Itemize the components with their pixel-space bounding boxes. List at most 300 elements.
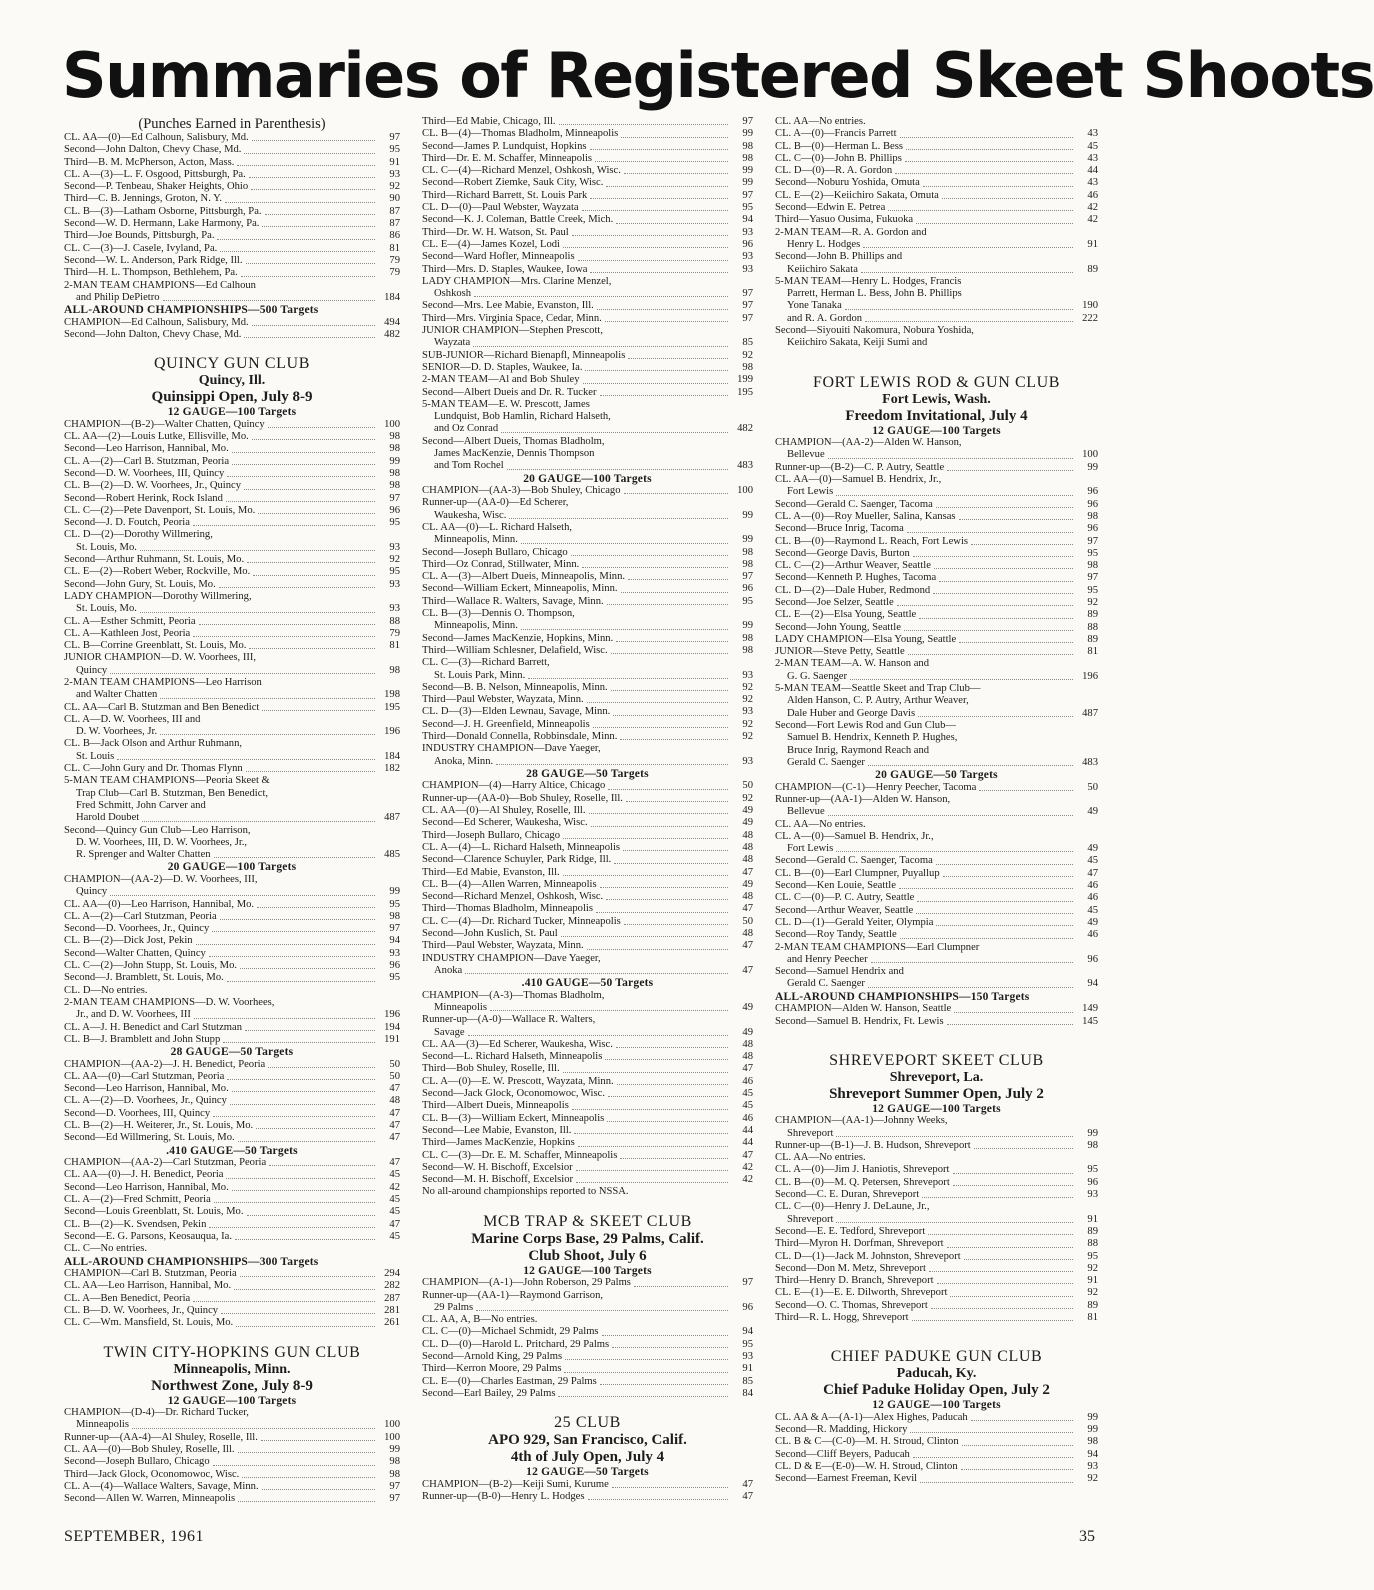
dot-leader (262, 226, 375, 227)
result-text: CL. AA & A—(A-1)—Alex Highes, Paducah (775, 1411, 968, 1423)
result-line: Alden Hanson, C. P. Autry, Arthur Weaver, (787, 695, 969, 707)
dot-leader (496, 764, 728, 765)
result-line: CL. C—(3)—Richard Barrett, (422, 657, 550, 669)
dot-leader (607, 604, 728, 605)
dot-leader (232, 1091, 375, 1092)
dot-leader (617, 1084, 728, 1085)
score: 48 (742, 829, 753, 841)
dot-leader (574, 1133, 728, 1134)
result-row (775, 264, 1098, 276)
score: 87 (389, 205, 400, 217)
result-text: Second—Gerald C. Saenger, Tacoma (775, 855, 933, 867)
dot-leader (919, 618, 1073, 619)
result-row (422, 1027, 753, 1039)
score: 99 (389, 455, 400, 467)
result-line: Keiichiro Sakata, Keiji Sumi and (787, 337, 928, 349)
dot-leader (611, 690, 728, 691)
result-text: Second—James MacKenzie, Hopkins, Minn. (422, 632, 614, 644)
result-text: Second—D. W. Voorhees, III, Quincy (64, 467, 225, 479)
dot-leader (895, 173, 1073, 174)
score: 49 (1087, 843, 1098, 855)
score: 45 (389, 1206, 400, 1218)
dot-leader (613, 715, 728, 716)
result-text: CL. AA—(0)—J. H. Benedict, Peoria (64, 1169, 224, 1181)
result-text: CL. C—(3)—J. Casele, Ivyland, Pa. (64, 242, 218, 254)
score: 47 (742, 903, 753, 915)
result-text: Third—Dr. E. M. Schaffer, Minneapolis (422, 152, 593, 164)
result-row (64, 243, 400, 255)
result-row (775, 214, 1098, 226)
result-row (422, 1150, 753, 1162)
result-line: Second—Quincy Gun Club—Leo Harrison, (64, 824, 251, 836)
score: 81 (1087, 1312, 1098, 1324)
dot-leader (238, 1501, 375, 1502)
result-text: Third—Ed Mabie, Chicago, Ill. (422, 116, 556, 127)
result-text: CL. E—(0)—Charles Eastman, 29 Palms (422, 1375, 597, 1387)
result-line: 2-MAN TEAM CHAMPIONS—Leo Harrison (64, 676, 262, 688)
result-row (775, 190, 1098, 202)
dot-leader (888, 210, 1073, 211)
result-row (422, 1376, 753, 1388)
result-text: Second—Arthur Ruhmann, St. Louis, Mo. (64, 554, 245, 566)
result-text: CHAMPION—(4)—Harry Altice, Chicago (422, 780, 606, 792)
result-row (64, 812, 400, 824)
result-text: CL. D—(0)—R. A. Gordon (775, 165, 893, 177)
issue-date: SEPTEMBER, 1961 (64, 1528, 204, 1545)
result-line: Second—Siyouiti Nakomura, Nobura Yoshida, (775, 325, 974, 337)
result-text: Runner-up—(B-0)—Henry L. Hodges (422, 1491, 585, 1502)
dot-leader (868, 765, 1073, 766)
score: 95 (389, 144, 400, 156)
result-text: CHAMPION—(AA-2)—Carl Stutzman, Peoria (64, 1157, 267, 1169)
dot-leader (232, 464, 375, 465)
result-row (422, 337, 753, 349)
dot-leader (247, 1215, 376, 1216)
dot-leader (953, 1185, 1073, 1186)
score: 44 (742, 1124, 753, 1136)
club-location: Shreveport, La. (889, 1069, 984, 1085)
result-row (422, 1302, 753, 1314)
result-text: Fort Lewis (787, 486, 834, 498)
dot-leader (608, 789, 728, 790)
result-line: CL. B—(3)—Dennis O. Thompson, (422, 608, 575, 620)
result-text: CL. D—(2)—Dale Huber, Redmond (775, 584, 931, 596)
result-row (775, 1412, 1098, 1424)
result-row (64, 566, 400, 578)
dot-leader (474, 296, 728, 297)
dot-leader (140, 612, 375, 613)
dot-leader (616, 641, 728, 642)
result-line: CHAMPION—(AA-2)—Alden W. Hanson, (775, 437, 962, 449)
result-text: CL. AA—(2)—Louis Lutke, Ellisville, Mo. (64, 431, 249, 443)
result-row (422, 214, 753, 226)
result-row (422, 940, 753, 952)
result-row (422, 571, 753, 583)
result-text: CL. B—(2)—H. Weiterer, Jr., St. Louis, Mo. (64, 1120, 254, 1132)
result-row (422, 694, 753, 706)
score: 91 (1087, 1275, 1098, 1287)
result-row (64, 480, 400, 492)
result-row (422, 141, 753, 153)
score: 48 (742, 928, 753, 939)
dot-leader (257, 907, 375, 908)
score: 49 (1087, 916, 1098, 928)
score: 92 (742, 718, 753, 730)
result-row (422, 891, 753, 903)
score: 85 (742, 337, 753, 349)
result-text: CL. AA—Leo Harrison, Hannibal, Mo. (64, 1280, 232, 1292)
result-text: Third—Henry D. Branch, Shreveport (775, 1275, 934, 1287)
result-row (64, 689, 400, 701)
result-row (64, 517, 400, 529)
score: 94 (742, 1326, 753, 1338)
dot-leader (563, 875, 728, 876)
score: 261 (384, 1317, 400, 1329)
result-text: Third—Jack Glock, Oconomowoc, Wisc. (64, 1468, 240, 1480)
result-text: CL. C—Wm. Mansfield, St. Louis, Mo. (64, 1317, 234, 1329)
score: 97 (389, 492, 400, 504)
result-text: CL. E—(2)—Keiichiro Sakata, Omuta (775, 189, 939, 201)
score: 81 (389, 640, 400, 652)
result-row (64, 1219, 400, 1231)
result-text: CHAMPION—Carl B. Stutzman, Peoria (64, 1268, 237, 1280)
result-row (775, 929, 1098, 941)
result-text: CL. AA—(0)—Ed Calhoun, Salisbury, Md. (64, 132, 249, 143)
score: 196 (384, 1009, 400, 1021)
dot-leader (916, 223, 1073, 224)
score: 97 (742, 300, 753, 312)
dot-leader (587, 949, 728, 950)
score: 97 (389, 923, 400, 935)
result-text: Second—James P. Lundquist, Hopkins (422, 140, 587, 152)
column-right (775, 116, 1098, 1486)
dot-leader (937, 1283, 1073, 1284)
result-row (422, 867, 753, 879)
result-row (775, 1300, 1098, 1312)
dot-leader (621, 137, 728, 138)
result-text: Dale Huber and George Davis (787, 707, 916, 719)
dot-leader (232, 1190, 375, 1191)
result-row (422, 879, 753, 891)
result-text: CL. C—(0)—P. C. Autry, Seattle (775, 892, 915, 904)
result-row (64, 169, 400, 181)
dot-leader (923, 186, 1073, 187)
result-line: Second—John B. Phillips and (775, 251, 903, 263)
dot-leader (473, 346, 728, 347)
dot-leader (509, 518, 728, 519)
result-line: Lundquist, Bob Hamlin, Richard Halseth, (434, 411, 611, 423)
result-row (422, 374, 753, 386)
score: 99 (1087, 1411, 1098, 1423)
result-text: CL. A—Ben Benedict, Peoria (64, 1292, 191, 1304)
dot-leader (563, 838, 728, 839)
score: 87 (389, 218, 400, 230)
score: 100 (384, 1431, 400, 1443)
result-row (775, 868, 1098, 880)
result-text: Runner-up—(B-1)—J. B. Hudson, Shreveport (775, 1139, 971, 1151)
dot-leader (943, 876, 1073, 877)
gauge-heading: 12 GAUGE—100 Targets (872, 1399, 1001, 1412)
result-line: CL. AA—(0)—Samuel B. Hendrix, Jr., (775, 474, 942, 486)
result-text: CL. B—(4)—Allen Warren, Minneapolis (422, 878, 597, 890)
score: 42 (1087, 202, 1098, 214)
result-text: Third—R. L. Hogg, Shreveport (775, 1312, 909, 1324)
result-text: CL. B—(0)—Earl Clumpner, Puyallup (775, 867, 940, 879)
score: 95 (389, 972, 400, 984)
dot-leader (850, 679, 1073, 680)
dot-leader (908, 654, 1073, 655)
result-row (64, 1305, 400, 1317)
result-row (64, 1493, 400, 1505)
score: 96 (742, 583, 753, 595)
dot-leader (928, 1234, 1073, 1235)
result-text: SENIOR—D. D. Staples, Waukee, Ia. (422, 361, 583, 373)
score: 294 (384, 1268, 400, 1280)
result-row (775, 449, 1098, 461)
result-row (64, 1083, 400, 1095)
score: 45 (742, 1100, 753, 1112)
dot-leader (836, 495, 1073, 496)
score: 89 (1087, 1299, 1098, 1311)
dot-leader (934, 568, 1073, 569)
score: 99 (1087, 1424, 1098, 1436)
result-text: Second—Bruce Inrig, Tacoma (775, 523, 904, 535)
score: 89 (1087, 1225, 1098, 1237)
result-row (775, 1436, 1098, 1448)
dot-leader (628, 358, 728, 359)
gauge-heading: .410 GAUGE—50 Targets (521, 977, 654, 990)
dot-leader (929, 1271, 1073, 1272)
result-text: St. Louis (76, 750, 115, 762)
gauge-heading: 12 GAUGE—50 Targets (526, 1466, 649, 1479)
score: 199 (737, 374, 753, 386)
result-row (64, 132, 400, 144)
dot-leader (936, 507, 1073, 508)
dot-leader (964, 1259, 1073, 1260)
result-text: Third—Joe Bounds, Pittsburgh, Pa. (64, 230, 215, 242)
score: 97 (742, 571, 753, 583)
result-text: Second—Noburu Yoshida, Omuta (775, 177, 920, 189)
result-text: CL. A—(3)—Albert Dueis, Minneapolis, Minn. (422, 571, 626, 583)
score: 92 (1087, 1473, 1098, 1485)
result-row (422, 620, 753, 632)
dot-leader (863, 247, 1073, 248)
dot-leader (252, 140, 375, 141)
result-row (64, 972, 400, 984)
score: 96 (1087, 523, 1098, 535)
score: 99 (742, 620, 753, 632)
score: 44 (1087, 165, 1098, 177)
result-row (64, 218, 400, 230)
result-line: Runner-up—(AA-1)—Alden W. Hanson, (775, 793, 951, 805)
dot-leader (920, 1482, 1073, 1483)
score: 88 (389, 615, 400, 627)
result-text: Third—Wallace R. Walters, Savage, Minn. (422, 595, 604, 607)
result-text: Shreveport (787, 1127, 834, 1139)
score: 95 (389, 566, 400, 578)
dot-leader (564, 1372, 728, 1373)
result-text: CL. D—(1)—Gerald Yeiter, Olympia (775, 916, 934, 928)
dot-leader (600, 1384, 728, 1385)
score: 45 (389, 1194, 400, 1206)
gauge-heading: 12 GAUGE—100 Targets (872, 1102, 1001, 1115)
dot-leader (194, 1018, 375, 1019)
result-text: Harold Doubet (76, 812, 140, 824)
result-row (422, 190, 753, 202)
dot-leader (212, 931, 375, 932)
score: 94 (389, 935, 400, 947)
result-line: CL. B—Jack Olson and Arthur Ruhmann, (64, 738, 243, 750)
result-text: CL. B—(0)—Raymond L. Reach, Fort Lewis (775, 535, 969, 547)
dot-leader (959, 519, 1073, 520)
score: 98 (389, 467, 400, 479)
score: 91 (1087, 238, 1098, 250)
result-row (64, 419, 400, 431)
result-line: CL. D—(2)—Dorothy Willmering, (64, 529, 213, 541)
score: 88 (1087, 1238, 1098, 1250)
score: 98 (742, 632, 753, 644)
dot-leader (587, 702, 728, 703)
dot-leader (221, 1313, 375, 1314)
score: 494 (384, 316, 400, 328)
result-row (422, 510, 753, 522)
dot-leader (979, 790, 1073, 791)
result-text: Third—Myron H. Dorfman, Shreveport (775, 1238, 944, 1250)
dot-leader (241, 276, 375, 277)
dot-leader (828, 458, 1073, 459)
score: 46 (742, 1112, 753, 1124)
result-row (775, 1003, 1098, 1015)
result-row (775, 622, 1098, 634)
result-text: Second—Arthur Weaver, Seattle (775, 904, 914, 916)
result-text: CL. D & E—(E-0)—W. H. Stroud, Clinton (775, 1461, 958, 1473)
score: 98 (1087, 560, 1098, 572)
dot-leader (913, 1457, 1073, 1458)
score: 49 (1087, 806, 1098, 818)
dot-leader (582, 567, 728, 568)
result-text: CL. B—D. W. Voorhees, Jr., Quincy (64, 1304, 219, 1316)
dot-leader (910, 1432, 1073, 1433)
dot-leader (214, 1202, 375, 1203)
result-row (422, 362, 753, 374)
result-row (775, 462, 1098, 474)
event-title: Northwest Zone, July 8-9 (151, 1377, 313, 1394)
score: 45 (742, 1088, 753, 1100)
result-row (64, 665, 400, 677)
result-row (64, 329, 400, 341)
result-row (422, 1039, 753, 1051)
score: 98 (389, 480, 400, 492)
result-text: CHAMPION—(A-1)—John Roberson, 29 Palms (422, 1277, 631, 1289)
dot-leader (591, 826, 728, 827)
result-text: Third—Thomas Bladholm, Minneapolis (422, 903, 593, 915)
result-text: CL. C—(2)—Arthur Weaver, Seattle (775, 560, 931, 572)
result-row (775, 1226, 1098, 1238)
score: 184 (384, 291, 400, 303)
result-text: Minneapolis (434, 1001, 487, 1013)
result-row (64, 960, 400, 972)
result-text: 2-MAN TEAM—Al and Bob Shuley (422, 374, 580, 386)
score: 95 (742, 595, 753, 607)
result-text: Jr., and D. W. Voorhees, III (76, 1009, 191, 1021)
dot-leader (217, 239, 375, 240)
result-text: CL. B—(2)—K. Svendsen, Pekin (64, 1218, 207, 1230)
dot-leader (616, 223, 728, 224)
result-text: CHAMPION—Alden W. Hanson, Seattle (775, 1003, 952, 1015)
result-text: CL. A—(2)—D. Voorhees, Jr., Quincy (64, 1095, 227, 1107)
result-line: CL. A—D. W. Voorhees, III and (64, 713, 201, 725)
dot-leader (953, 1173, 1074, 1174)
result-text: and Philip DePietro (76, 291, 160, 303)
result-row (775, 1424, 1098, 1436)
result-line: 5-MAN TEAM CHAMPIONS—Peoria Skeet & (64, 775, 270, 787)
result-text: CL. E—(2)—Robert Weber, Rockville, Mo. (64, 566, 251, 578)
result-text: Third—Mrs. D. Staples, Waukee, Iowa (422, 263, 588, 275)
dot-leader (196, 944, 375, 945)
result-row (775, 708, 1098, 720)
result-text: Second—Roy Tandy, Seattle (775, 929, 897, 941)
result-text: CL. A—(3)—L. F. Osgood, Pittsburgh, Pa. (64, 168, 246, 180)
dot-leader (611, 653, 728, 654)
dot-leader (572, 235, 728, 236)
result-row (64, 935, 400, 947)
dot-leader (214, 857, 375, 858)
gauge-heading: 12 GAUGE—100 Targets (167, 1394, 297, 1407)
gauge-heading: .410 GAUGE—50 Targets (166, 1144, 298, 1157)
score: 99 (1087, 1127, 1098, 1139)
dot-leader (974, 1148, 1073, 1149)
result-text: CL. B—(0)—M. Q. Petersen, Shreveport (775, 1176, 950, 1188)
result-line: Runner-up—(AA-0)—Ed Scherer, (422, 497, 569, 509)
result-row (775, 905, 1098, 917)
result-row (422, 153, 753, 165)
result-line: No all-around championships reported to NSSA. (422, 1186, 629, 1198)
dot-leader (249, 648, 375, 649)
dot-leader (571, 555, 728, 556)
score: 79 (389, 267, 400, 279)
score: 98 (1087, 1139, 1098, 1151)
club-name: FORT LEWIS ROD & GUN CLUB (812, 373, 1061, 391)
dot-leader (904, 630, 1073, 631)
score: 98 (1087, 1436, 1098, 1448)
score: 47 (389, 1107, 400, 1119)
result-text: Third—Donald Connella, Robbinsdale, Minn. (422, 731, 618, 743)
score: 92 (742, 731, 753, 743)
dot-leader (576, 1182, 728, 1183)
result-row (422, 165, 753, 177)
result-text: Second—O. C. Thomas, Shreveport (775, 1299, 928, 1311)
result-row (422, 251, 753, 263)
result-row (422, 264, 753, 276)
dot-leader (268, 427, 375, 428)
result-text: CL. D—(0)—Paul Webster, Wayzata (422, 202, 579, 214)
result-text: Second—Clarence Schuyler, Park Ridge, Ill. (422, 854, 612, 866)
result-row (422, 1113, 753, 1125)
event-title: Freedom Invitational, July 4 (845, 407, 1028, 424)
dot-leader (468, 1035, 728, 1036)
section-gap (775, 350, 1098, 360)
result-row (422, 596, 753, 608)
dot-leader (906, 149, 1073, 150)
score: 98 (389, 1468, 400, 1480)
club-location: Fort Lewis, Wash. (882, 391, 991, 407)
result-text: Second—Jack Glock, Oconomowoc, Wisc. (422, 1088, 605, 1100)
dot-leader (528, 678, 728, 679)
dot-leader (572, 1109, 728, 1110)
result-text: Second—Ward Hofler, Minneapolis (422, 251, 575, 263)
score: 93 (742, 263, 753, 275)
result-row (775, 634, 1098, 646)
